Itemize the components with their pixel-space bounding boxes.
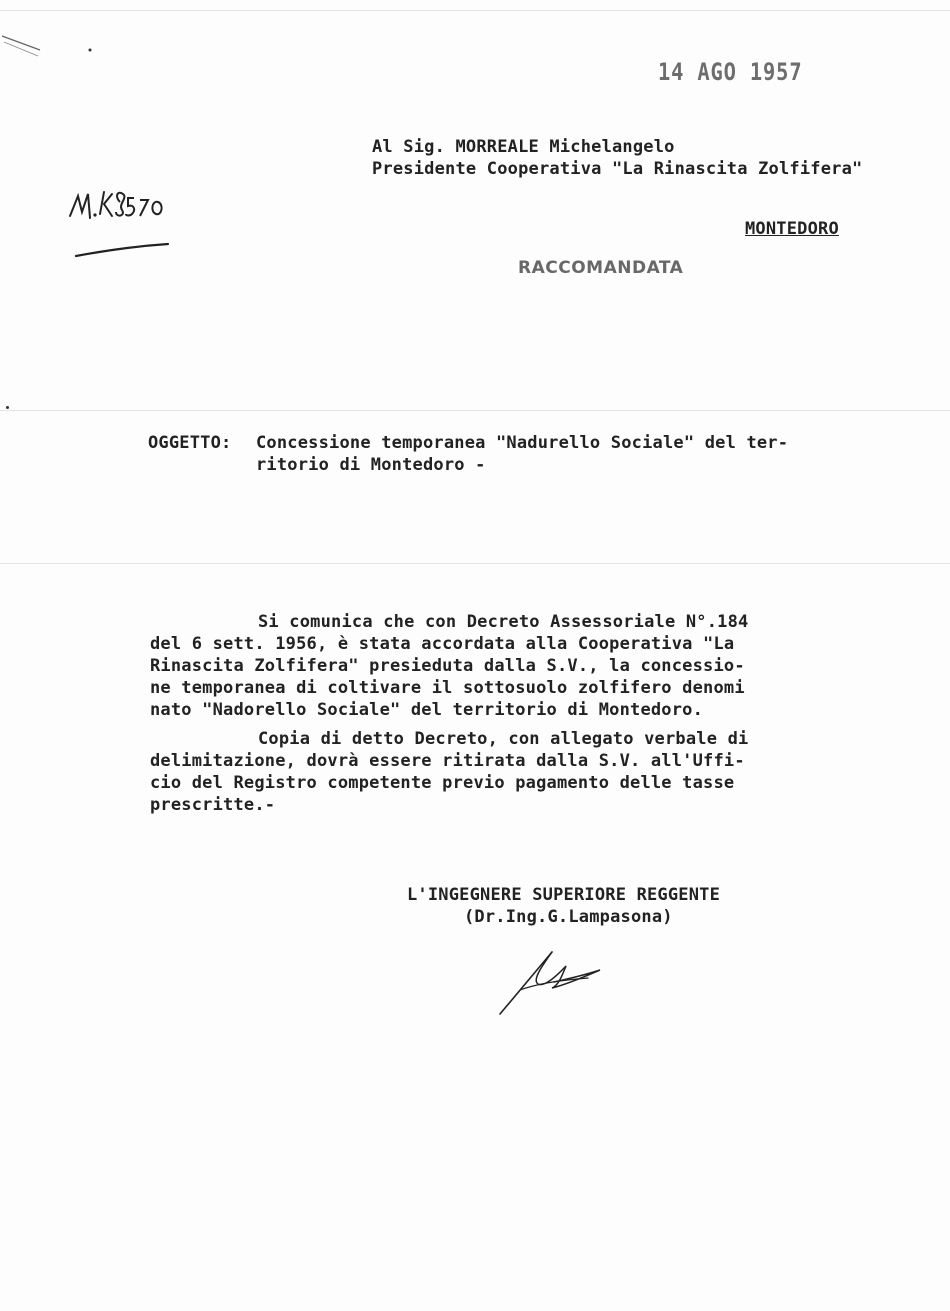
subject-line-1: Concessione temporanea "Nadurello Sociale" del ter- (256, 433, 789, 453)
handwritten-reference (68, 184, 178, 264)
recipient-role: Presidente Cooperativa "La Rinascita Zolfifera" (372, 159, 863, 179)
corner-scribble-mark (0, 28, 110, 68)
subject-line-2: ritorio di Montedoro - (256, 455, 486, 475)
scan-artifact-line (0, 410, 950, 411)
handwritten-signature (492, 940, 622, 1020)
body-line: Si comunica che con Decreto Assessoriale N°.184 (258, 612, 749, 632)
registered-mail-stamp: RACCOMANDATA (518, 258, 684, 278)
subject-label: OGGETTO: (148, 433, 232, 453)
body-line: nato "Nadorello Sociale" del territorio di Montedoro. (150, 700, 704, 720)
signatory-title: L'INGEGNERE SUPERIORE REGGENTE (407, 885, 721, 905)
body-line: Copia di detto Decreto, con allegato verbale di (258, 729, 749, 749)
body-line: prescritte.- (150, 795, 276, 815)
date-stamp: 14 AGO 1957 (658, 58, 803, 86)
body-line: Rinascita Zolfifera" presieduta dalla S.V., la concessio- (150, 656, 745, 676)
scan-speck (6, 406, 9, 409)
scan-artifact-line (0, 10, 950, 11)
signatory-name: (Dr.Ing.G.Lampasona) (464, 907, 673, 927)
body-line: delimitazione, dovrà essere ritirata dalla S.V. all'Uffi- (150, 751, 745, 771)
body-line: ne temporanea di coltivare il sottosuolo zolfifero denomi (150, 678, 745, 698)
body-line: cio del Registro competente previo pagamento delle tasse (150, 773, 735, 793)
recipient-name: Al Sig. MORREALE Michelangelo (372, 137, 675, 157)
scan-artifact-line (0, 563, 950, 564)
recipient-city: MONTEDORO (745, 219, 839, 239)
body-line: del 6 sett. 1956, è stata accordata alla Cooperativa "La (150, 634, 735, 654)
